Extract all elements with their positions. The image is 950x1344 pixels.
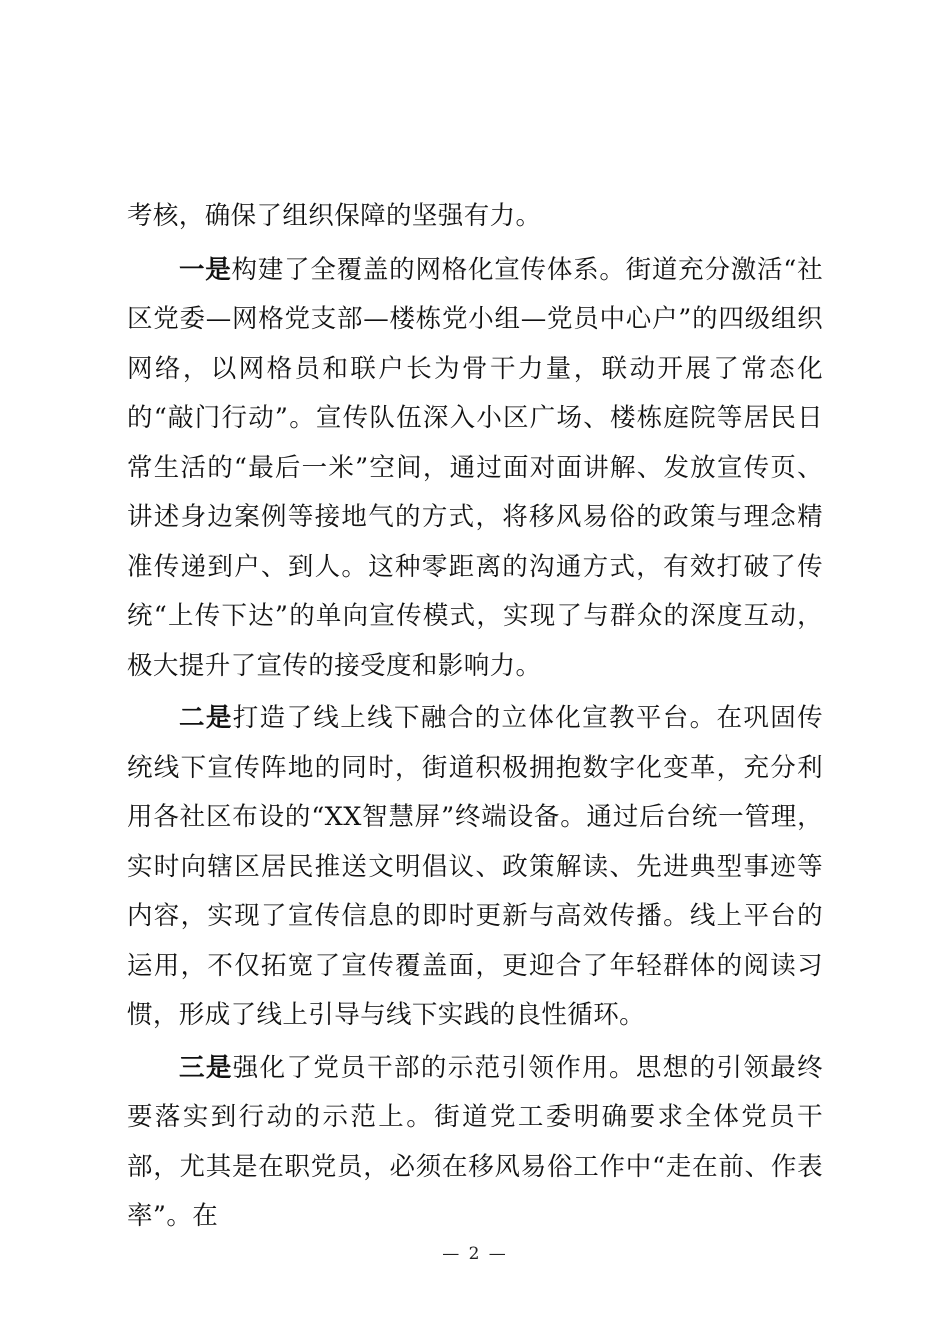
paragraph-point-three [127,1044,823,1242]
paragraph-text: 打造了线上线下融合的立体化宣教平台。在巩固传统线下宣传阵地的同时，街道积极拥抱数字化变革，充分利用各社区布设的“XX智慧屏”终端设备。通过后台统一管理，实时向辖区居民推送文明倡议、政策解读、先进典型事迹等内容，实现了宣传信息的即时更新与高效传播。线上平台的运用，不仅拓宽了宣传覆盖面，更迎合了年轻群体的阅读习惯，形成了线上引导与线下实践的良性循环。 [127,703,823,1030]
paragraph-text: 强化了党员干部的示范引领作用。思想的引领最终要落实到行动的示范上。街道党工委明确要求全体党员干部，尤其是在职党员，必须在移风易俗工作中“走在前、作表率”。在 [127,1052,823,1231]
paragraph-text: 构建了全覆盖的网格化宣传体系。街道充分激活“社区党委—网格党支部—楼栋党小组—党员中心户”的四级组织网络，以网格员和联户长为骨干力量，联动开展了常态化的“敲门行动”。宣传队伍深入小区广场、楼栋庭院等居民日常生活的“最后一米”空间，通过面对面讲解、发放宣传页、讲述身边案例等接地气的方式，将移风易俗的政策与理念精准传递到户、到人。这种零距离的沟通方式，有效打破了传统“上传下达”的单向宣传模式，实现了与群众的深度互动，极大提升了宣传的接受度和影响力。 [127,254,823,681]
paragraph-lead: 二是 [179,703,233,733]
document-body [127,192,823,1242]
paragraph-lead: 三是 [179,1052,233,1083]
paragraph-text: 考核，确保了组织保障的坚强有力。 [127,201,542,231]
paragraph-continuation [127,192,823,242]
paragraph-point-two [127,694,823,1041]
paragraph-point-one [127,246,823,692]
paragraph-lead: 一是 [179,254,232,285]
page-number: — 2 — [442,1244,508,1264]
